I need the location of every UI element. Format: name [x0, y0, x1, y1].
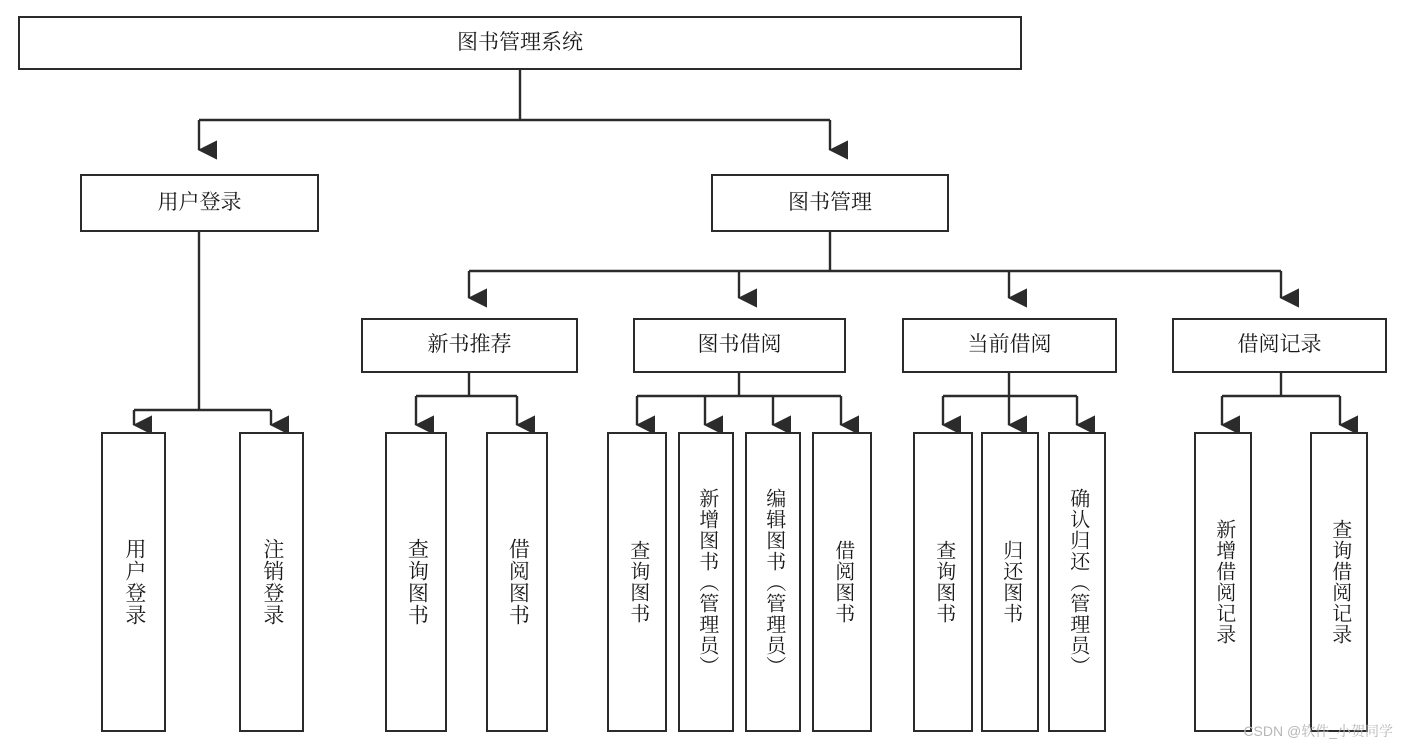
node-leaf-confirm-return-admin[interactable] — [1048, 432, 1106, 732]
watermark: CSDN @软件_小贺同学 — [1243, 723, 1393, 739]
node-leaf-add-borrow-record[interactable] — [1194, 432, 1252, 732]
node-leaf-user-login[interactable] — [101, 432, 166, 732]
node-leaf-query-book-current[interactable] — [913, 432, 973, 732]
node-label: 图书管理 — [788, 190, 872, 214]
node-label: 借阅图书 — [506, 538, 530, 626]
node-label: 确认归还（管理员） — [1066, 487, 1089, 677]
node-leaf-return-book[interactable] — [981, 432, 1039, 732]
node-book-borrow[interactable] — [633, 318, 846, 373]
node-label: 编辑图书（管理员） — [762, 487, 785, 677]
node-leaf-borrow-book[interactable] — [812, 432, 872, 732]
node-user-login[interactable] — [80, 174, 319, 232]
node-label: 查询借阅记录 — [1328, 519, 1351, 645]
node-label: 图书借阅 — [697, 333, 782, 357]
node-book-management[interactable] — [711, 174, 949, 232]
node-label: 注销登录 — [260, 538, 284, 626]
node-leaf-query-borrow-record[interactable] — [1310, 432, 1368, 732]
node-label: 归还图书 — [999, 540, 1022, 624]
node-label: 借阅图书 — [831, 540, 854, 624]
node-system-root[interactable] — [18, 16, 1022, 70]
node-new-book-recommend[interactable] — [361, 318, 578, 373]
node-label: 查询图书 — [626, 540, 649, 624]
node-leaf-add-book-admin[interactable] — [678, 432, 734, 732]
node-leaf-query-book-borrow[interactable] — [607, 432, 667, 732]
node-leaf-query-book-recommend[interactable] — [385, 432, 447, 732]
node-label: 用户登录 — [157, 190, 242, 214]
node-label: 查询图书 — [405, 538, 429, 626]
node-label: 新书推荐 — [427, 333, 512, 357]
node-leaf-edit-book-admin[interactable] — [745, 432, 801, 732]
node-label: 当前借阅 — [967, 333, 1052, 357]
node-leaf-logout[interactable] — [239, 432, 304, 732]
node-label: 新增借阅记录 — [1212, 519, 1235, 645]
node-label: 新增图书（管理员） — [695, 487, 718, 677]
node-current-borrow[interactable] — [902, 318, 1117, 373]
node-label: 查询图书 — [932, 540, 955, 624]
node-leaf-borrow-book-recommend[interactable] — [486, 432, 548, 732]
node-label: 借阅记录 — [1237, 333, 1322, 357]
node-label: 图书管理系统 — [457, 30, 583, 54]
node-borrow-records[interactable] — [1172, 318, 1387, 373]
node-label: 用户登录 — [122, 538, 146, 626]
